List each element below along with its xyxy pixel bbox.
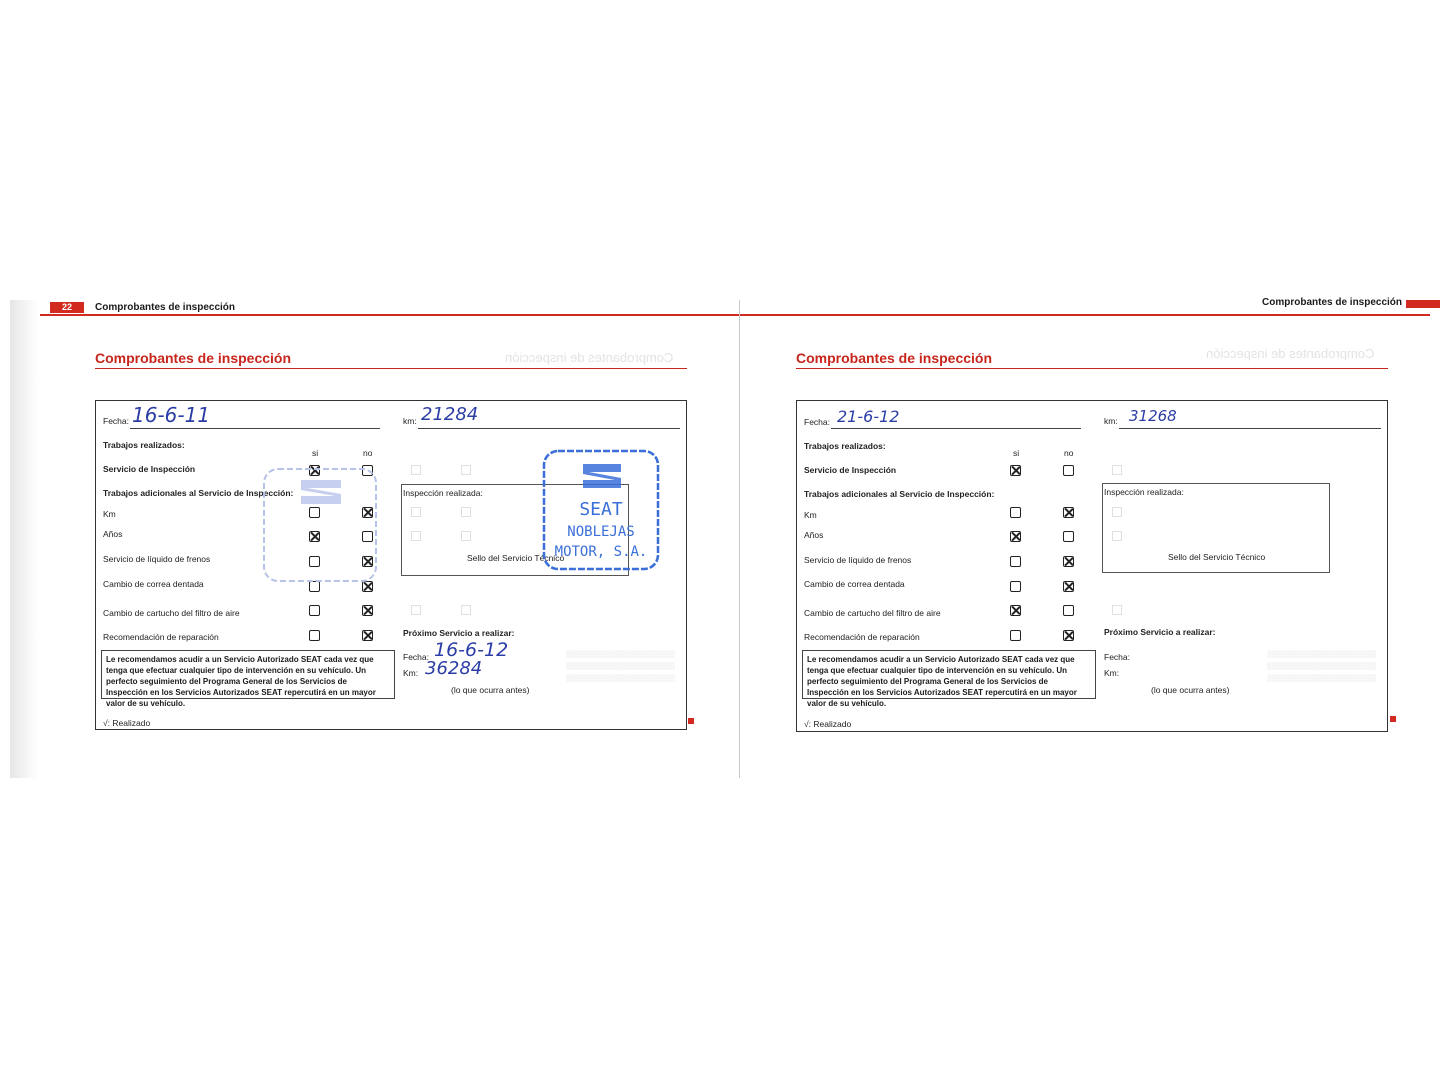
frenos-row-label: Servicio de líquido de frenos <box>103 554 211 564</box>
right-page <box>740 297 1440 770</box>
bleed-through-text: ▒▒▒▒▒▒▒▒▒▒▒▒▒▒▒▒▒▒▒▒▒▒ <box>566 675 676 682</box>
recomendacion-si-checkbox[interactable] <box>1010 630 1021 641</box>
km-value: 31268 <box>1129 407 1177 425</box>
servicio-label: Servicio de Inspección <box>804 465 897 475</box>
page-number-badge: 22 <box>50 302 84 313</box>
bleed-through-title: Comprobantes de inspección <box>1206 346 1375 361</box>
section-rule <box>796 368 1388 369</box>
stamp-brand: SEAT <box>579 499 623 520</box>
bleed-through-box <box>1112 465 1122 475</box>
si-header: si <box>312 448 319 458</box>
proximo-label: Próximo Servicio a realizar: <box>1104 627 1216 637</box>
fecha-line <box>130 428 380 429</box>
inspeccion-realizada-label: Inspección realizada: <box>403 488 483 498</box>
bleed-through-box <box>461 605 471 615</box>
proximo-km-label: Km: <box>1104 668 1120 678</box>
km-no-checkbox[interactable] <box>1063 507 1074 518</box>
bleed-through-box <box>461 465 471 475</box>
proximo-fecha-value: 16-6-12 <box>434 639 509 661</box>
sello-label: Sello del Servicio Técnico <box>467 553 565 563</box>
left-page <box>40 300 740 770</box>
filtro-no-checkbox[interactable] <box>1063 605 1074 616</box>
adicionales-label: Trabajos adicionales al Servicio de Inspección: <box>804 489 995 499</box>
proximo-fecha-label: Fecha: <box>1104 652 1130 662</box>
si-header: si <box>1013 448 1020 458</box>
filtro-si-checkbox[interactable] <box>1010 605 1021 616</box>
bleed-through-box <box>411 465 421 475</box>
km-line <box>418 428 680 429</box>
bleed-through-box <box>1112 605 1122 615</box>
recomendacion-si-checkbox[interactable] <box>309 630 320 641</box>
recomendacion-no-checkbox[interactable] <box>362 630 373 641</box>
recomendacion-no-checkbox[interactable] <box>1063 630 1074 641</box>
running-title: Comprobantes de inspección <box>1262 297 1403 308</box>
bleed-through-text: ▒▒▒▒▒▒▒▒▒▒▒▒▒▒▒▒▒▒▒▒▒▒ <box>1267 663 1377 670</box>
scan-edge-shadow <box>10 300 38 778</box>
page-number-badge <box>1406 300 1440 308</box>
filtro-row-label: Cambio de cartucho del filtro de aire <box>804 608 941 618</box>
lo-que-ocurra-label: (lo que ocurra antes) <box>1151 685 1230 695</box>
recomendacion-row-label: Recomendación de reparación <box>804 632 920 642</box>
anos-row-label: Años <box>804 530 824 540</box>
page-end-marker <box>688 718 694 724</box>
km-si-checkbox[interactable] <box>1010 507 1021 518</box>
correa-row-label: Cambio de correa dentada <box>804 579 905 589</box>
running-head <box>740 297 1440 316</box>
bleed-through-text: ▒▒▒▒▒▒▒▒▒▒▒▒▒▒▒▒▒▒▒▒▒▒ <box>1267 675 1377 682</box>
recommendation-notice: Le recomendamos acudir a un Servicio Autorizado SEAT cada vez que tenga que efectuar cualquier tipo de intervención en su vehículo. Un perfecto seguimiento del Programa General de los Servicios de Inspección en los Servicios Autorizados SEAT repercutirá en un mayor valor de su vehículo. <box>802 650 1096 699</box>
section-title: Comprobantes de inspección <box>796 350 993 366</box>
frenos-row-label: Servicio de líquido de frenos <box>804 555 912 565</box>
seat-logo-icon <box>583 464 621 488</box>
running-head <box>40 300 740 316</box>
bleed-through-text: ▒▒▒▒▒▒▒▒▒▒▒▒▒▒▒▒▒▒▒▒▒▒ <box>566 663 676 670</box>
proximo-km-value: 36284 <box>425 658 483 679</box>
bleed-through-title: Comprobantes de inspección <box>505 350 674 365</box>
stamp-line2: MOTOR, S.A. <box>554 544 648 560</box>
realizado-legend: √: Realizado <box>804 719 852 729</box>
km-line <box>1119 428 1381 429</box>
sello-label: Sello del Servicio Técnico <box>1168 552 1266 562</box>
fecha-line <box>831 428 1081 429</box>
km-label: km: <box>1104 416 1118 426</box>
bleed-through-box <box>411 605 421 615</box>
trabajos-label: Trabajos realizados: <box>103 440 185 450</box>
dealer-stamp <box>541 448 661 572</box>
frenos-si-checkbox[interactable] <box>1010 556 1021 567</box>
servicio-label: Servicio de Inspección <box>103 464 196 474</box>
no-header: no <box>1064 448 1074 458</box>
fecha-label: Fecha: <box>103 416 129 426</box>
km-label: km: <box>403 416 417 426</box>
section-rule <box>95 368 687 369</box>
running-title: Comprobantes de inspección <box>95 302 236 313</box>
frenos-no-checkbox[interactable] <box>1063 556 1074 567</box>
bleed-through-text: ▒▒▒▒▒▒▒▒▒▒▒▒▒▒▒▒▒▒▒▒▒▒ <box>566 651 676 658</box>
fecha-value: 21-6-12 <box>837 407 900 426</box>
servicio-si-checkbox[interactable] <box>1010 465 1021 476</box>
proximo-fecha-label: Fecha: <box>403 652 429 662</box>
inspection-form <box>95 400 687 730</box>
section-title: Comprobantes de inspección <box>95 350 292 366</box>
km-row-label: Km <box>103 509 116 519</box>
correa-row-label: Cambio de correa dentada <box>103 579 204 589</box>
anos-si-checkbox[interactable] <box>1010 531 1021 542</box>
km-row-label: Km <box>804 510 817 520</box>
anos-no-checkbox[interactable] <box>1063 531 1074 542</box>
filtro-si-checkbox[interactable] <box>309 605 320 616</box>
recomendacion-row-label: Recomendación de reparación <box>103 632 219 642</box>
anos-row-label: Años <box>103 529 123 539</box>
header-rule <box>740 314 1430 316</box>
trabajos-label: Trabajos realizados: <box>804 441 886 451</box>
inspeccion-realizada-label: Inspección realizada: <box>1104 487 1184 497</box>
inspection-form <box>796 400 1388 732</box>
correa-no-checkbox[interactable] <box>1063 581 1074 592</box>
servicio-no-checkbox[interactable] <box>1063 465 1074 476</box>
bleed-through-text: ▒▒▒▒▒▒▒▒▒▒▒▒▒▒▒▒▒▒▒▒▒▒ <box>1267 651 1377 658</box>
lo-que-ocurra-label: (lo que ocurra antes) <box>451 685 530 695</box>
fecha-value: 16-6-11 <box>132 403 211 427</box>
km-value: 21284 <box>421 404 479 425</box>
recommendation-notice: Le recomendamos acudir a un Servicio Autorizado SEAT cada vez que tenga que efectuar cualquier tipo de intervención en su vehículo. Un perfecto seguimiento del Programa General de los Servicios de Inspección en los Servicios Autorizados SEAT repercutirá en un mayor valor de su vehículo. <box>101 650 395 699</box>
no-header: no <box>363 448 373 458</box>
adicionales-label: Trabajos adicionales al Servicio de Inspección: <box>103 488 294 498</box>
stamp-line1: NOBLEJAS <box>567 524 635 540</box>
ghost-stamp <box>261 466 379 584</box>
fecha-label: Fecha: <box>804 417 830 427</box>
proximo-label: Próximo Servicio a realizar: <box>403 628 515 638</box>
realizado-legend: √: Realizado <box>103 718 151 728</box>
page-end-marker <box>1390 716 1396 722</box>
header-rule <box>40 314 739 316</box>
filtro-row-label: Cambio de cartucho del filtro de aire <box>103 608 240 618</box>
correa-si-checkbox[interactable] <box>1010 581 1021 592</box>
filtro-no-checkbox[interactable] <box>362 605 373 616</box>
proximo-km-label: Km: <box>403 668 419 678</box>
